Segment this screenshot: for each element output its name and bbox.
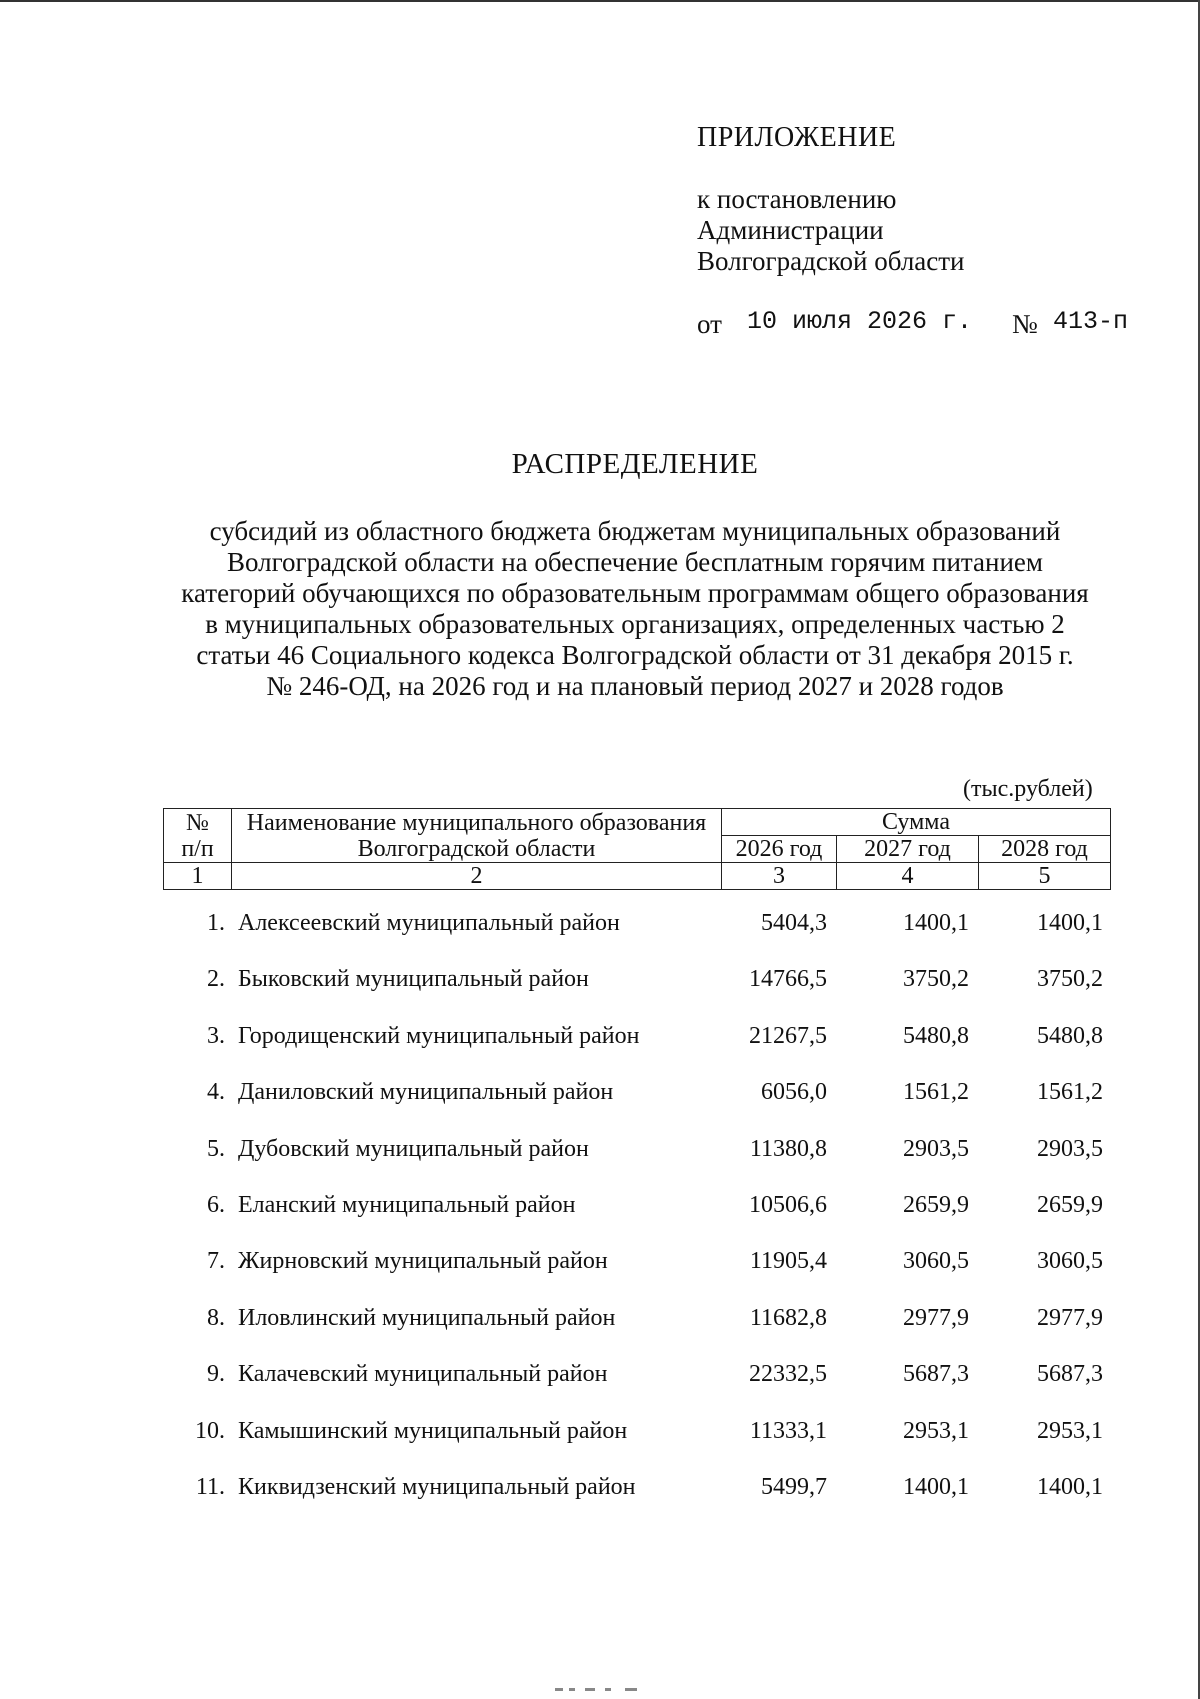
row-name: Киквидзенский муниципальный район xyxy=(238,1473,636,1500)
units-label: (тыс.рублей) xyxy=(963,776,1093,802)
table-row xyxy=(163,1242,1108,1298)
row-number: 6. xyxy=(207,1191,225,1218)
table-row xyxy=(163,1130,1108,1186)
decree-date: 10 июля 2026 г. xyxy=(747,307,973,336)
row-value-2028: 2659,9 xyxy=(1037,1191,1103,1218)
col-number: 5 xyxy=(979,863,1111,890)
row-value-2028: 1400,1 xyxy=(1037,910,1103,936)
header-num-line1: № xyxy=(186,809,209,836)
row-value-2027: 2977,9 xyxy=(903,1304,969,1331)
row-value-2026: 5499,7 xyxy=(761,1473,827,1500)
header-num-cell xyxy=(164,809,232,863)
row-value-2027: 2659,9 xyxy=(903,1191,969,1218)
row-value-2028: 2977,9 xyxy=(1037,1304,1103,1331)
row-name: Даниловский муниципальный район xyxy=(238,1079,614,1106)
col-number: 3 xyxy=(722,863,837,890)
header-sum: Сумма xyxy=(722,809,1111,836)
scan-artifact xyxy=(555,1688,685,1694)
row-number: 2. xyxy=(207,966,225,993)
row-number: 7. xyxy=(207,1248,225,1275)
row-name: Иловлинский муниципальный район xyxy=(238,1304,616,1331)
row-value-2026: 14766,5 xyxy=(749,966,827,993)
table-row xyxy=(163,1468,1108,1524)
header-year: 2028 год xyxy=(979,836,1111,863)
subtitle-line: № 246-ОД, на 2026 год и на плановый период 2027 и 2028 годов xyxy=(266,671,1004,701)
subtitle-line: статьи 46 Социального кодекса Волгоградской области от 31 декабря 2015 г. xyxy=(196,640,1074,670)
decree-prefix: от xyxy=(697,309,722,339)
header-year: 2026 год xyxy=(722,836,837,863)
col-number: 1 xyxy=(164,863,232,890)
row-name: Быковский муниципальный район xyxy=(238,966,589,993)
row-value-2027: 5480,8 xyxy=(903,1022,969,1049)
table-header xyxy=(163,808,1111,890)
header-name-cell xyxy=(232,809,722,863)
row-value-2026: 6056,0 xyxy=(761,1079,827,1106)
row-name: Дубовский муниципальный район xyxy=(238,1135,589,1162)
row-value-2026: 11905,4 xyxy=(749,1248,827,1275)
row-number: 8. xyxy=(207,1304,225,1331)
row-value-2026: 5404,3 xyxy=(761,910,827,936)
row-value-2026: 21267,5 xyxy=(749,1022,827,1049)
table-row xyxy=(163,1355,1108,1411)
row-name: Еланский муниципальный район xyxy=(238,1191,576,1218)
row-value-2027: 1400,1 xyxy=(903,910,969,936)
subtitle-line: в муниципальных образовательных организациях, определенных частью 2 xyxy=(205,609,1065,639)
appendix-line: к постановлению xyxy=(697,184,897,214)
row-value-2028: 1561,2 xyxy=(1037,1079,1103,1106)
table-row xyxy=(163,1299,1108,1355)
row-name: Калачевский муниципальный район xyxy=(238,1361,608,1388)
table-body xyxy=(163,904,1108,1524)
row-number: 9. xyxy=(207,1361,225,1388)
subtitle-line: субсидий из областного бюджета бюджетам муниципальных образований xyxy=(209,516,1061,546)
table-row xyxy=(163,1017,1108,1073)
decree-number: 413-п xyxy=(1053,307,1129,336)
row-value-2026: 11380,8 xyxy=(749,1135,827,1162)
row-number: 10. xyxy=(195,1417,225,1444)
row-name: Алексеевский муниципальный район xyxy=(238,910,620,936)
row-number: 11. xyxy=(195,1473,225,1500)
header-num-line2: п/п xyxy=(181,835,214,862)
document-subtitle xyxy=(150,516,1120,702)
appendix-line: Администрации xyxy=(697,215,884,245)
row-value-2026: 11333,1 xyxy=(749,1417,827,1444)
table-row xyxy=(163,1412,1108,1468)
row-number: 3. xyxy=(207,1022,225,1049)
header-name-line1: Наименование муниципального образования xyxy=(246,809,707,836)
row-value-2028: 5687,3 xyxy=(1037,1361,1103,1388)
table-row xyxy=(163,1073,1108,1129)
table-row xyxy=(163,904,1108,960)
row-value-2026: 10506,6 xyxy=(749,1191,827,1218)
row-value-2028: 2953,1 xyxy=(1037,1417,1103,1444)
row-value-2027: 1400,1 xyxy=(903,1473,969,1500)
row-value-2027: 3060,5 xyxy=(903,1248,969,1275)
appendix-lines xyxy=(697,184,1137,277)
decree-line xyxy=(697,305,1137,339)
row-value-2027: 2953,1 xyxy=(903,1417,969,1444)
decree-number-sign: № xyxy=(1012,309,1038,339)
subtitle-line: категорий обучающихся по образовательным программам общего образования xyxy=(181,578,1089,608)
row-value-2027: 3750,2 xyxy=(903,966,969,993)
col-number: 2 xyxy=(232,863,722,890)
appendix-block xyxy=(697,118,1137,339)
row-number: 5. xyxy=(207,1135,225,1162)
appendix-line: Волгоградской области xyxy=(697,246,965,276)
row-value-2028: 5480,8 xyxy=(1037,1022,1103,1049)
row-value-2026: 11682,8 xyxy=(749,1304,827,1331)
row-name: Жирновский муниципальный район xyxy=(238,1248,608,1275)
scan-top-edge xyxy=(0,0,1200,2)
col-number: 4 xyxy=(837,863,979,890)
row-name: Камышинский муниципальный район xyxy=(238,1417,628,1444)
row-value-2028: 3060,5 xyxy=(1037,1248,1103,1275)
row-value-2027: 2903,5 xyxy=(903,1135,969,1162)
document-title: РАСПРЕДЕЛЕНИЕ xyxy=(511,448,759,480)
row-value-2028: 2903,5 xyxy=(1037,1135,1103,1162)
appendix-title: ПРИЛОЖЕНИЕ xyxy=(697,122,897,153)
row-value-2027: 5687,3 xyxy=(903,1361,969,1388)
header-year: 2027 год xyxy=(837,836,979,863)
row-value-2026: 22332,5 xyxy=(749,1361,827,1388)
table-row xyxy=(163,1186,1108,1242)
row-number: 1. xyxy=(207,910,225,936)
header-name-line2: Волгоградской области xyxy=(357,835,596,862)
row-number: 4. xyxy=(207,1079,225,1106)
table-row xyxy=(163,960,1108,1016)
row-value-2028: 3750,2 xyxy=(1037,966,1103,993)
row-value-2027: 1561,2 xyxy=(903,1079,969,1106)
row-value-2028: 1400,1 xyxy=(1037,1473,1103,1500)
row-name: Городищенский муниципальный район xyxy=(238,1022,640,1049)
subtitle-line: Волгоградской области на обеспечение бесплатным горячим питанием xyxy=(226,547,1044,577)
